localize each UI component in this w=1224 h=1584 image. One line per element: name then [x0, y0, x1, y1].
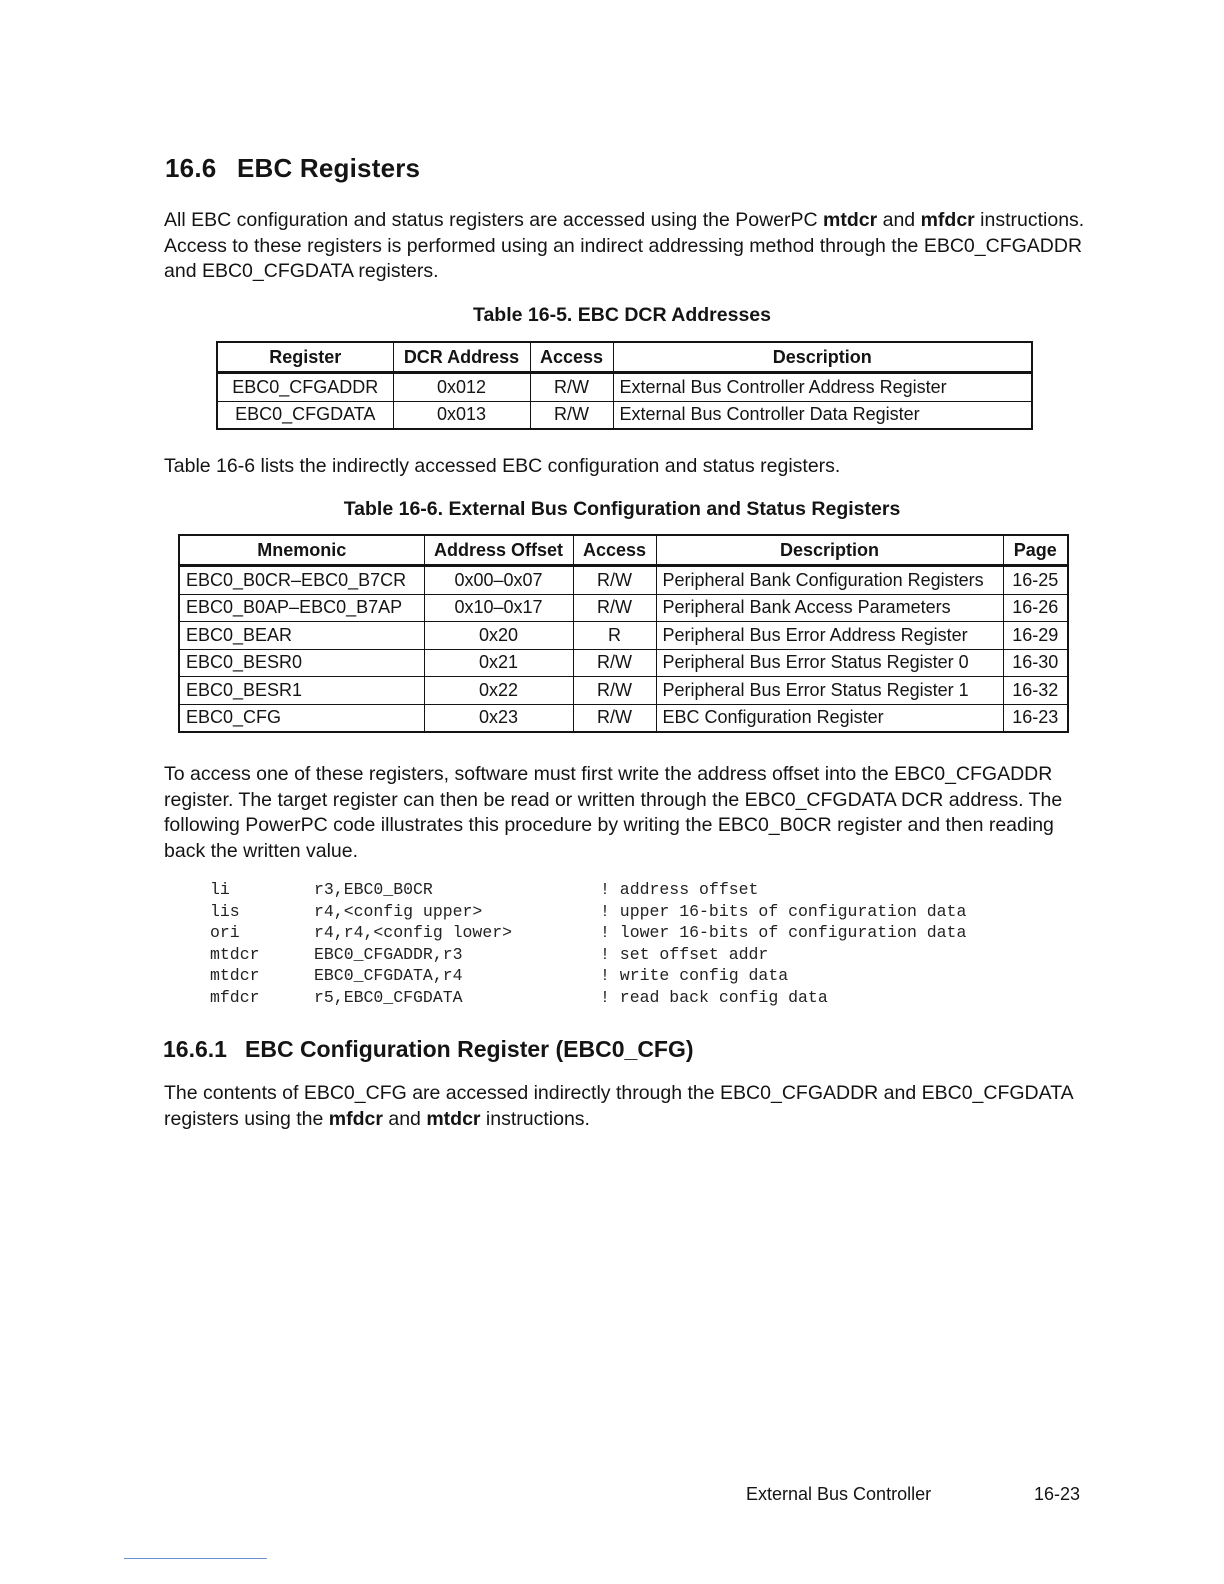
table-cell: Peripheral Bus Error Status Register 0: [656, 649, 1003, 677]
table-cell: 16-26: [1003, 594, 1068, 622]
table-cell: Peripheral Bus Error Status Register 1: [656, 677, 1003, 705]
table-cell: 0x20: [424, 622, 573, 650]
sub-text-1: The contents of EBC0_CFG are accessed indirectly through the EBC0_CFGADDR and EBC0_CFGDATA registers using the: [164, 1082, 1073, 1130]
table-cell: 0x23: [424, 704, 573, 732]
table-row: [179, 677, 1068, 705]
table2-header-row: [179, 535, 1068, 566]
table-cell: EBC0_CFG: [179, 704, 424, 732]
table-cell: 0x013: [393, 401, 530, 429]
table-cell: 0x012: [393, 373, 530, 402]
subsection-number: 16.6.1: [163, 1036, 227, 1062]
table-cell: R/W: [530, 373, 613, 402]
table-row: [179, 704, 1068, 732]
table-cell: 16-23: [1003, 704, 1068, 732]
code-operands: r4,r4,<config lower>: [314, 923, 513, 943]
table-cell: 0x10–0x17: [424, 594, 573, 622]
column-header: Mnemonic: [179, 535, 424, 566]
table-cell: R/W: [573, 704, 656, 732]
subsection-title: EBC Configuration Register (EBC0_CFG): [245, 1036, 694, 1062]
code-line: [210, 879, 966, 901]
table-row: [217, 401, 1032, 429]
code-comment: ! read back config data: [600, 987, 828, 1007]
footer-chapter: External Bus Controller: [746, 1484, 932, 1504]
table-cell: R/W: [573, 677, 656, 705]
code-opcode: lis: [210, 901, 240, 921]
code-comment: ! upper 16-bits of configuration data: [600, 901, 967, 921]
subsection-paragraph: [164, 1081, 1094, 1132]
column-header: Access: [573, 535, 656, 566]
table-cell: EBC0_BESR1: [179, 677, 424, 705]
table-cell: 16-29: [1003, 622, 1068, 650]
intro-text-2: and: [877, 209, 921, 231]
column-header: Register: [217, 342, 393, 373]
sub-text-3: instructions.: [480, 1107, 590, 1130]
table-cell: 0x00–0x07: [424, 566, 573, 595]
table-cell: R/W: [573, 594, 656, 622]
table-row: [179, 622, 1068, 650]
code-comment: ! set offset addr: [600, 944, 769, 964]
code-listing: [210, 879, 966, 1009]
table1-header-row: [217, 342, 1032, 373]
sub-mfdcr: mfdcr: [328, 1107, 383, 1130]
code-comment: ! write config data: [600, 966, 789, 986]
table-cell: R/W: [573, 649, 656, 677]
code-opcode: mfdcr: [210, 987, 260, 1007]
table-cell: EBC Configuration Register: [656, 704, 1003, 732]
code-operands: r5,EBC0_CFGDATA: [314, 987, 463, 1007]
code-opcode: mtdcr: [210, 966, 260, 986]
code-line: [210, 944, 966, 966]
table-cell: 16-25: [1003, 566, 1068, 595]
table2-intro: Table 16-6 lists the indirectly accessed EBC configuration and status registers.: [164, 455, 841, 477]
code-line: [210, 965, 966, 987]
table2-caption: Table 16-6. External Bus Configuration and Status Registers: [343, 498, 901, 520]
table-cell: EBC0_CFGDATA: [217, 401, 393, 429]
column-header: Address Offset: [424, 535, 573, 566]
table-cell: EBC0_BEAR: [179, 622, 424, 650]
bottom-rule: [124, 1558, 267, 1559]
table-row: [179, 649, 1068, 677]
table-cell: EBC0_BESR0: [179, 649, 424, 677]
table-cell: 0x21: [424, 649, 573, 677]
table-cell: 16-32: [1003, 677, 1068, 705]
table-cell: EBC0_B0AP–EBC0_B7AP: [179, 594, 424, 622]
footer-page-number: 16-23: [1034, 1484, 1081, 1504]
table-cell: External Bus Controller Address Register: [613, 373, 1032, 402]
code-opcode: ori: [210, 923, 240, 943]
table-cell: R: [573, 622, 656, 650]
intro-text-1: All EBC configuration and status registers are accessed using the PowerPC: [164, 209, 824, 231]
table-cell: Peripheral Bus Error Address Register: [656, 622, 1003, 650]
table-cell: Peripheral Bank Configuration Registers: [656, 566, 1003, 595]
table-cell: R/W: [530, 401, 613, 429]
code-operands: EBC0_CFGDATA,r4: [314, 966, 463, 986]
intro-mtdcr: mtdcr: [823, 209, 878, 231]
column-header: DCR Address: [393, 342, 530, 373]
dcr-address-table: [216, 341, 1033, 430]
column-header: Description: [613, 342, 1032, 373]
section-heading: [165, 153, 420, 184]
code-line: [210, 987, 966, 1009]
column-header: Access: [530, 342, 613, 373]
code-line: [210, 901, 966, 923]
code-operands: r4,<config upper>: [314, 901, 483, 921]
column-header: Page: [1003, 535, 1068, 566]
sub-text-2: and: [382, 1107, 427, 1130]
table-cell: R/W: [573, 566, 656, 595]
table-cell: EBC0_B0CR–EBC0_B7CR: [179, 566, 424, 595]
config-status-table: [178, 534, 1069, 733]
sub-mtdcr: mtdcr: [426, 1107, 481, 1130]
intro-text-3: instructions. Access to these registers is performed using an indirect addressing method through the EBC0_CFGADDR and EBC0_CFGDATA registers.: [164, 209, 1085, 283]
intro-paragraph: [164, 208, 1094, 285]
table-cell: 16-30: [1003, 649, 1068, 677]
access-paragraph: To access one of these registers, software must first write the address offset into the EBC0_CFGADDR register. The target register can then be read or written through the EBC0_CFGDATA DCR address. The following PowerPC code illustrates this procedure by writing the EBC0_B0CR register and then reading back the written value.: [164, 763, 1063, 862]
code-comment: ! lower 16-bits of configuration data: [600, 923, 967, 943]
intro-mfdcr: mfdcr: [920, 209, 975, 231]
subsection-heading: [163, 1036, 694, 1063]
code-operands: r3,EBC0_B0CR: [314, 880, 433, 899]
table-cell: External Bus Controller Data Register: [613, 401, 1032, 429]
table-row: [217, 373, 1032, 402]
section-title: EBC Registers: [237, 153, 421, 183]
table1-caption: Table 16-5. EBC DCR Addresses: [472, 304, 771, 326]
code-comment: ! address offset: [600, 880, 759, 899]
column-header: Description: [656, 535, 1003, 566]
table-row: [179, 594, 1068, 622]
code-opcode: mtdcr: [210, 944, 260, 964]
table-row: [179, 566, 1068, 595]
table-cell: 0x22: [424, 677, 573, 705]
section-number: 16.6: [165, 153, 217, 183]
table-cell: Peripheral Bank Access Parameters: [656, 594, 1003, 622]
table-cell: EBC0_CFGADDR: [217, 373, 393, 402]
code-opcode: li: [210, 880, 230, 899]
code-operands: EBC0_CFGADDR,r3: [314, 944, 463, 964]
code-line: [210, 922, 966, 944]
